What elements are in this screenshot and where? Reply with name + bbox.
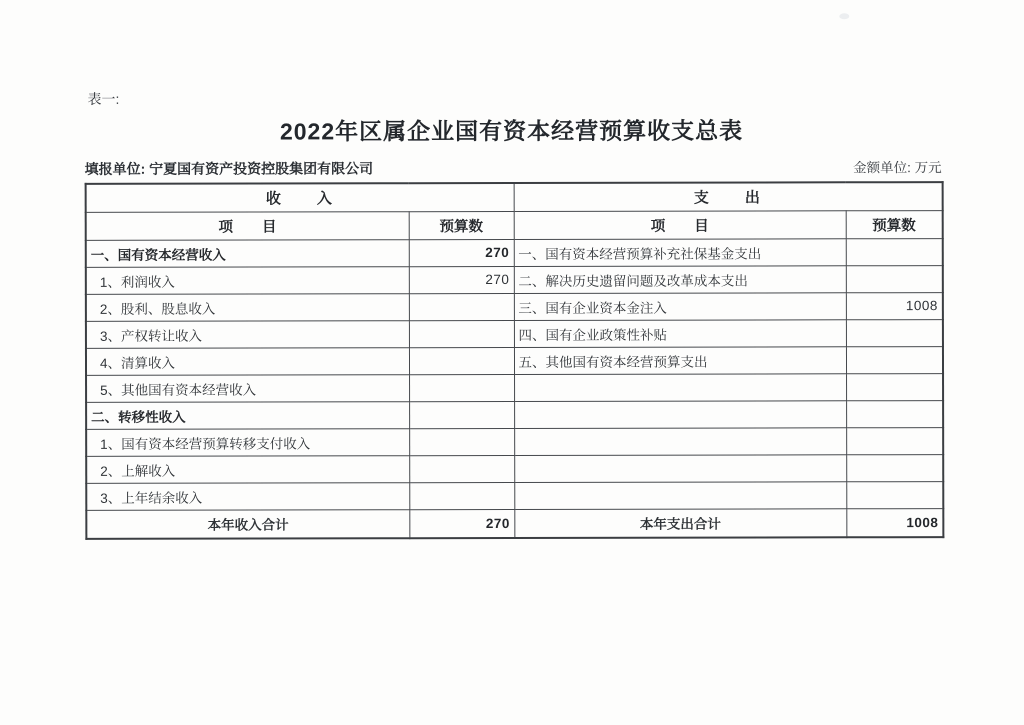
revenue-item-cell: 一、国有资本经营收入 [86, 239, 409, 267]
expenditure-budget-cell [846, 319, 943, 346]
revenue-item-cell: 5、其他国有资本经营收入 [86, 374, 409, 402]
expenditure-item-cell [514, 400, 846, 428]
revenue-budget-cell [409, 293, 514, 320]
table-row [86, 292, 943, 321]
expenditure-budget-cell [846, 238, 943, 265]
revenue-budget-header: 预算数 [409, 211, 514, 239]
reporting-unit [85, 158, 374, 179]
revenue-item-cell: 2、股利、股息收入 [86, 293, 409, 321]
revenue-budget-cell [409, 428, 514, 455]
scan-smudge [839, 13, 849, 19]
expenditure-item-cell [514, 481, 846, 509]
expenditure-item-cell: 一、国有资本经营预算补充社保基金支出 [514, 238, 846, 266]
expenditure-total-label: 本年支出合计 [514, 508, 846, 538]
expenditure-budget-cell [846, 454, 943, 481]
revenue-budget-cell [409, 374, 514, 401]
expenditure-budget-cell [846, 346, 943, 373]
info-line [85, 156, 942, 179]
revenue-item-header: 项 目 [86, 211, 409, 240]
table-row [86, 373, 943, 402]
reporting-unit-label: 填报单位: [84, 160, 146, 177]
revenue-section-header: 收 入 [86, 183, 514, 212]
document-title: 2022年区属企业国有资本经营预算收支总表 [279, 117, 744, 145]
totals-row [86, 508, 943, 539]
table-row [86, 427, 943, 456]
amount-unit-value: 万元 [914, 160, 942, 176]
table-row [86, 238, 943, 267]
revenue-budget-cell [409, 401, 514, 428]
budget-table [85, 181, 945, 540]
expenditure-section-header: 支 出 [514, 182, 943, 211]
expenditure-budget-cell [846, 265, 943, 292]
expenditure-item-cell: 三、国有企业资本金注入 [514, 292, 846, 320]
amount-unit-label: 金额单位: [853, 160, 911, 176]
expenditure-total-value: 1008 [846, 508, 943, 537]
revenue-item-cell: 4、清算收入 [86, 347, 409, 375]
revenue-item-cell: 1、利润收入 [86, 266, 409, 294]
revenue-item-cell: 3、上年结余收入 [86, 482, 409, 510]
revenue-item-cell: 3、产权转让收入 [86, 320, 409, 348]
expenditure-budget-cell: 1008 [846, 292, 943, 319]
revenue-budget-cell: 270 [409, 239, 514, 266]
expenditure-budget-cell [846, 427, 943, 454]
revenue-total-value: 270 [409, 509, 514, 538]
section-header-row [86, 182, 943, 212]
revenue-total-label: 本年收入合计 [86, 509, 409, 539]
expenditure-budget-cell [846, 400, 943, 427]
table-row [86, 319, 943, 348]
table-row [86, 454, 943, 483]
expenditure-budget-header: 预算数 [846, 210, 943, 238]
revenue-budget-cell [409, 455, 514, 482]
table-label: 表一: [87, 90, 120, 107]
revenue-budget-cell [409, 347, 514, 374]
revenue-item-cell: 1、国有资本经营预算转移支付收入 [86, 428, 409, 456]
revenue-budget-cell [409, 320, 514, 347]
expenditure-budget-cell [846, 373, 943, 400]
expenditure-budget-cell [846, 481, 943, 508]
table-row [86, 346, 943, 375]
table-row [86, 265, 943, 294]
amount-unit [853, 156, 942, 176]
expenditure-item-header: 项 目 [514, 210, 846, 239]
table-row [86, 481, 943, 510]
expenditure-item-cell [514, 373, 846, 401]
expenditure-item-cell: 二、解决历史遗留问题及改革成本支出 [514, 265, 846, 293]
revenue-item-cell: 二、转移性收入 [86, 401, 409, 429]
expenditure-item-cell [514, 427, 846, 455]
revenue-budget-cell: 270 [409, 266, 514, 293]
reporting-unit-value: 宁夏国有资产投资控股集团有限公司 [149, 160, 374, 177]
revenue-budget-cell [409, 482, 514, 509]
expenditure-item-cell [514, 454, 846, 482]
expenditure-item-cell: 五、其他国有资本经营预算支出 [514, 346, 846, 374]
column-header-row [86, 210, 943, 240]
expenditure-item-cell: 四、国有企业政策性补贴 [514, 319, 846, 347]
revenue-item-cell: 2、上解收入 [86, 455, 409, 483]
table-row [86, 400, 943, 429]
